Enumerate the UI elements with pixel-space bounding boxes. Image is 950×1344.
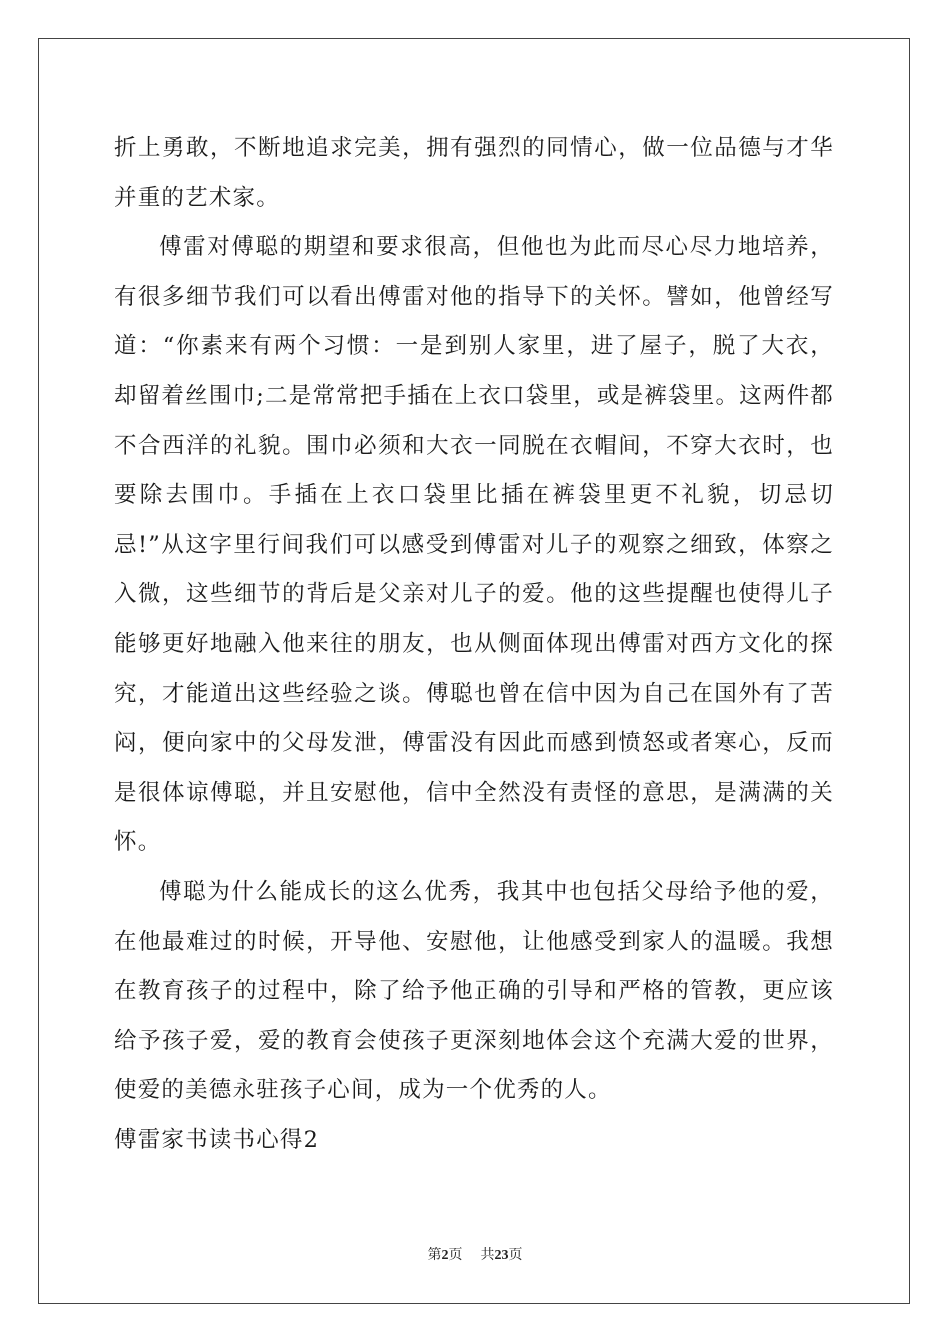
footer-page-number: 2 [441, 1248, 449, 1263]
paragraph-3: 傅聪为什么能成长的这么优秀，我其中也包括父母给予他的爱，在他最难过的时候，开导他、安慰他，让他感受到家人的温暖。我想在教育孩子的过程中，除了给予他正确的引导和严格的管教，更应该给予孩子爱，爱的教育会使孩子更深刻地体会这个充满大爱的世界，使爱的美德永驻孩子心间，成为一个优秀的人。 [114, 878, 834, 1104]
paragraph-2: 傅雷对傅聪的期望和要求很高，但他也为此而尽心尽力地培养，有很多细节我们可以看出傅雷对他的指导下的关怀。譬如，他曾经写道：“你素来有两个习惯：一是到别人家里，进了屋子，脱了大衣，却留着丝围巾;二是常常把手插在上衣口袋里，或是裤袋里。这两件都不合西洋的礼貌。围巾必须和大衣一同脱在衣帽间，不穿大衣时，也要除去围巾。手插在上衣口袋里比插在裤袋里更不礼貌，切忌切忌!”从这字里行间我们可以感受到傅雷对儿子的观察之细致，体察之入微，这些细节的背后是父亲对儿子的爱。他的这些提醒也使得儿子能够更好地融入他来往的朋友，也从侧面体现出傅雷对西方文化的探究，才能道出这些经验之谈。傅聪也曾在信中因为自己在国外有了苦闷，便向家中的父母发泄，傅雷没有因此而感到愤怒或者寒心，反而是很体谅傅聪，并且安慰他，信中全然没有责怪的意思，是满满的关怀。 [114, 234, 834, 856]
document-body [114, 124, 834, 1165]
paragraph-1: 折上勇敢，不断地追求完美，拥有强烈的同情心，做一位品德与才华并重的艺术家。 [114, 135, 834, 211]
section-heading: 傅雷家书读书心得2 [114, 1126, 320, 1153]
footer-total-prefix: 共 [480, 1247, 495, 1263]
footer-total-suffix: 页 [508, 1247, 523, 1263]
footer-total-pages: 23 [494, 1248, 509, 1263]
footer-page-suffix: 页 [448, 1247, 463, 1263]
footer-page-prefix: 第 [427, 1247, 442, 1263]
page-footer [0, 1246, 950, 1265]
